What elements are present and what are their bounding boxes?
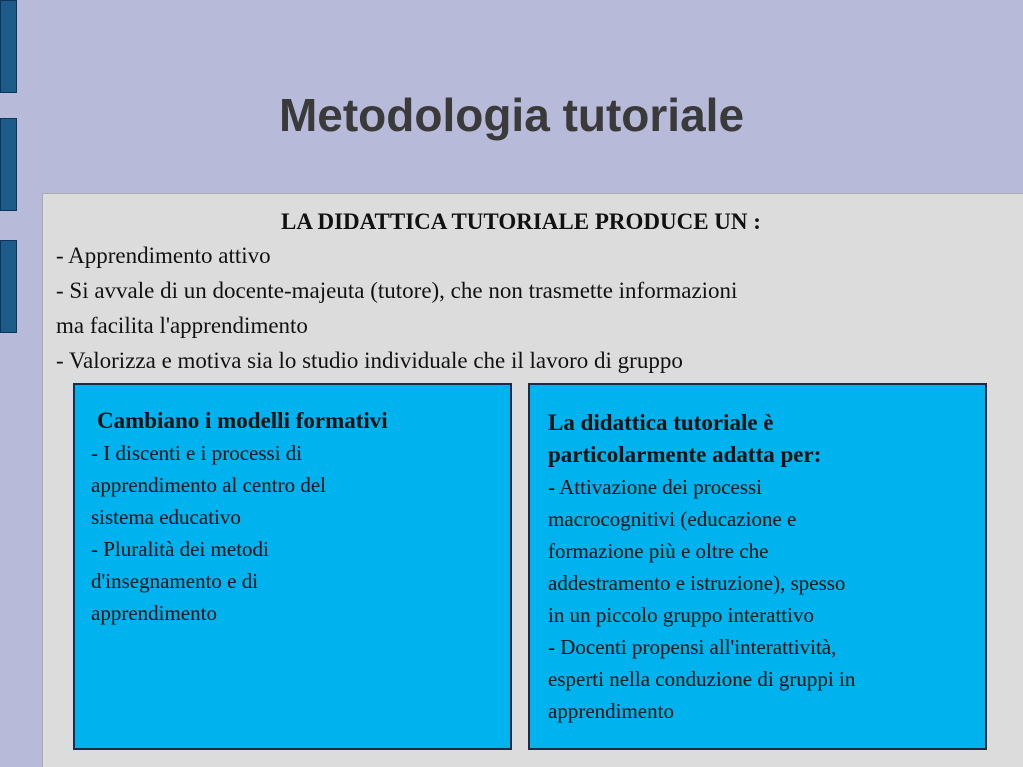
left-box-line: - Pluralità dei metodi xyxy=(91,537,269,561)
right-box-line: - Docenti propensi all'interattività, xyxy=(548,635,837,659)
left-info-box xyxy=(73,383,512,750)
right-box-line: esperti nella conduzione di gruppi in xyxy=(548,667,856,691)
right-box-line: macrocognitivi (educazione e xyxy=(548,507,797,531)
left-box-line: apprendimento xyxy=(91,601,217,625)
main-text-block xyxy=(56,207,986,378)
right-box-line: - Attivazione dei processi xyxy=(548,475,763,499)
right-box-heading-line: La didattica tutoriale è xyxy=(548,410,774,435)
right-info-box xyxy=(528,383,987,750)
right-box-line: apprendimento xyxy=(548,699,674,723)
right-box-line: formazione più e oltre che xyxy=(548,539,769,563)
left-box-heading: Cambiano i modelli formativi xyxy=(97,408,388,433)
left-box-line: d'insegnamento e di xyxy=(91,569,259,593)
side-bar-decoration xyxy=(0,0,17,93)
main-line: - Si avvale di un docente-majeuta (tutore), che non trasmette informazioni xyxy=(56,278,738,303)
side-bar-decoration xyxy=(0,240,17,333)
main-line: - Apprendimento attivo xyxy=(56,243,271,268)
left-box-line: apprendimento al centro del xyxy=(91,473,326,497)
main-line: - Valorizza e motiva sia lo studio individuale che il lavoro di gruppo xyxy=(56,348,683,373)
right-box-line: in un piccolo gruppo interattivo xyxy=(548,603,814,627)
right-box-heading xyxy=(530,407,985,471)
slide-title: Metodologia tutoriale xyxy=(278,89,745,141)
main-heading: LA DIDATTICA TUTORIALE PRODUCE UN : xyxy=(281,209,761,234)
right-box-line: addestramento e istruzione), spesso xyxy=(548,571,846,595)
left-box-line: sistema educativo xyxy=(91,505,241,529)
main-line: ma facilita l'apprendimento xyxy=(56,313,308,338)
left-box-line: - I discenti e i processi di xyxy=(91,441,303,465)
right-box-heading-line: particolarmente adatta per: xyxy=(548,442,822,467)
